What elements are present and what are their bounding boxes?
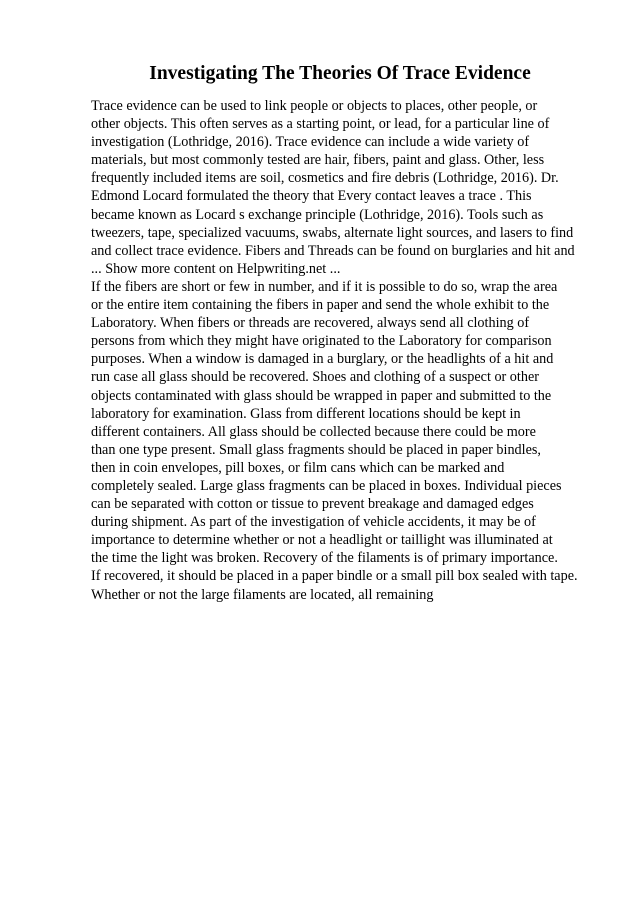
body-line: investigation (Lothridge, 2016). Trace evidence can include a wide variety of: [91, 134, 530, 151]
body-line: or the entire item containing the fibers in paper and send the whole exhibit to the: [91, 297, 550, 314]
body-line: run case all glass should be recovered. Shoes and clothing of a suspect or other: [91, 369, 539, 386]
body-line: and collect trace evidence. Fibers and Threads can be found on burglaries and hit and: [91, 242, 575, 259]
show-more-link[interactable]: ... Show more content on Helpwriting.net ...: [91, 260, 341, 277]
body-line: persons from which they might have originated to the Laboratory for comparison: [91, 333, 552, 350]
document-body: [91, 97, 611, 604]
body-line: then in coin envelopes, pill boxes, or film cans which can be marked and: [91, 459, 505, 476]
body-line: importance to determine whether or not a headlight or taillight was illuminated at: [91, 532, 553, 549]
body-line: Trace evidence can be used to link people or objects to places, other people, or: [91, 98, 538, 114]
body-line: If recovered, it should be placed in a paper bindle or a small pill box sealed with tape.: [91, 568, 578, 585]
body-line: If the fibers are short or few in number, and if it is possible to do so, wrap the area: [91, 278, 558, 295]
body-line: can be separated with cotton or tissue to prevent breakage and damaged edges: [91, 496, 534, 513]
body-line: completely sealed. Large glass fragments can be placed in boxes. Individual pieces: [91, 477, 562, 494]
body-line: frequently included items are soil, cosmetics and fire debris (Lothridge, 2016). Dr.: [91, 170, 559, 187]
body-line: Whether or not the large filaments are located, all remaining: [91, 586, 434, 603]
body-line: became known as Locard s exchange principle (Lothridge, 2016). Tools such as: [91, 206, 544, 223]
body-line: tweezers, tape, specialized vacuums, swabs, alternate light sources, and lasers to find: [91, 224, 574, 241]
body-line: the time the light was broken. Recovery of the filaments is of primary importance.: [91, 550, 558, 567]
document-title: Investigating The Theories Of Trace Evidence: [149, 63, 531, 84]
body-line: than one type present. Small glass fragments should be placed in paper bindles,: [91, 441, 541, 458]
body-line: laboratory for examination. Glass from different locations should be kept in: [91, 405, 521, 422]
body-line: Laboratory. When fibers or threads are recovered, always send all clothing of: [91, 315, 530, 332]
body-line: other objects. This often serves as a starting point, or lead, for a particular line of: [91, 116, 550, 133]
body-line: Edmond Locard formulated the theory that Every contact leaves a trace . This: [91, 188, 532, 205]
body-line: objects contaminated with glass should be wrapped in paper and submitted to the: [91, 387, 552, 404]
body-line: different containers. All glass should be collected because there could be more: [91, 423, 536, 440]
body-line: during shipment. As part of the investigation of vehicle accidents, it may be of: [91, 514, 536, 531]
body-line: purposes. When a window is damaged in a burglary, or the headlights of a hit and: [91, 351, 554, 368]
body-line: materials, but most commonly tested are hair, fibers, paint and glass. Other, less: [91, 152, 545, 169]
